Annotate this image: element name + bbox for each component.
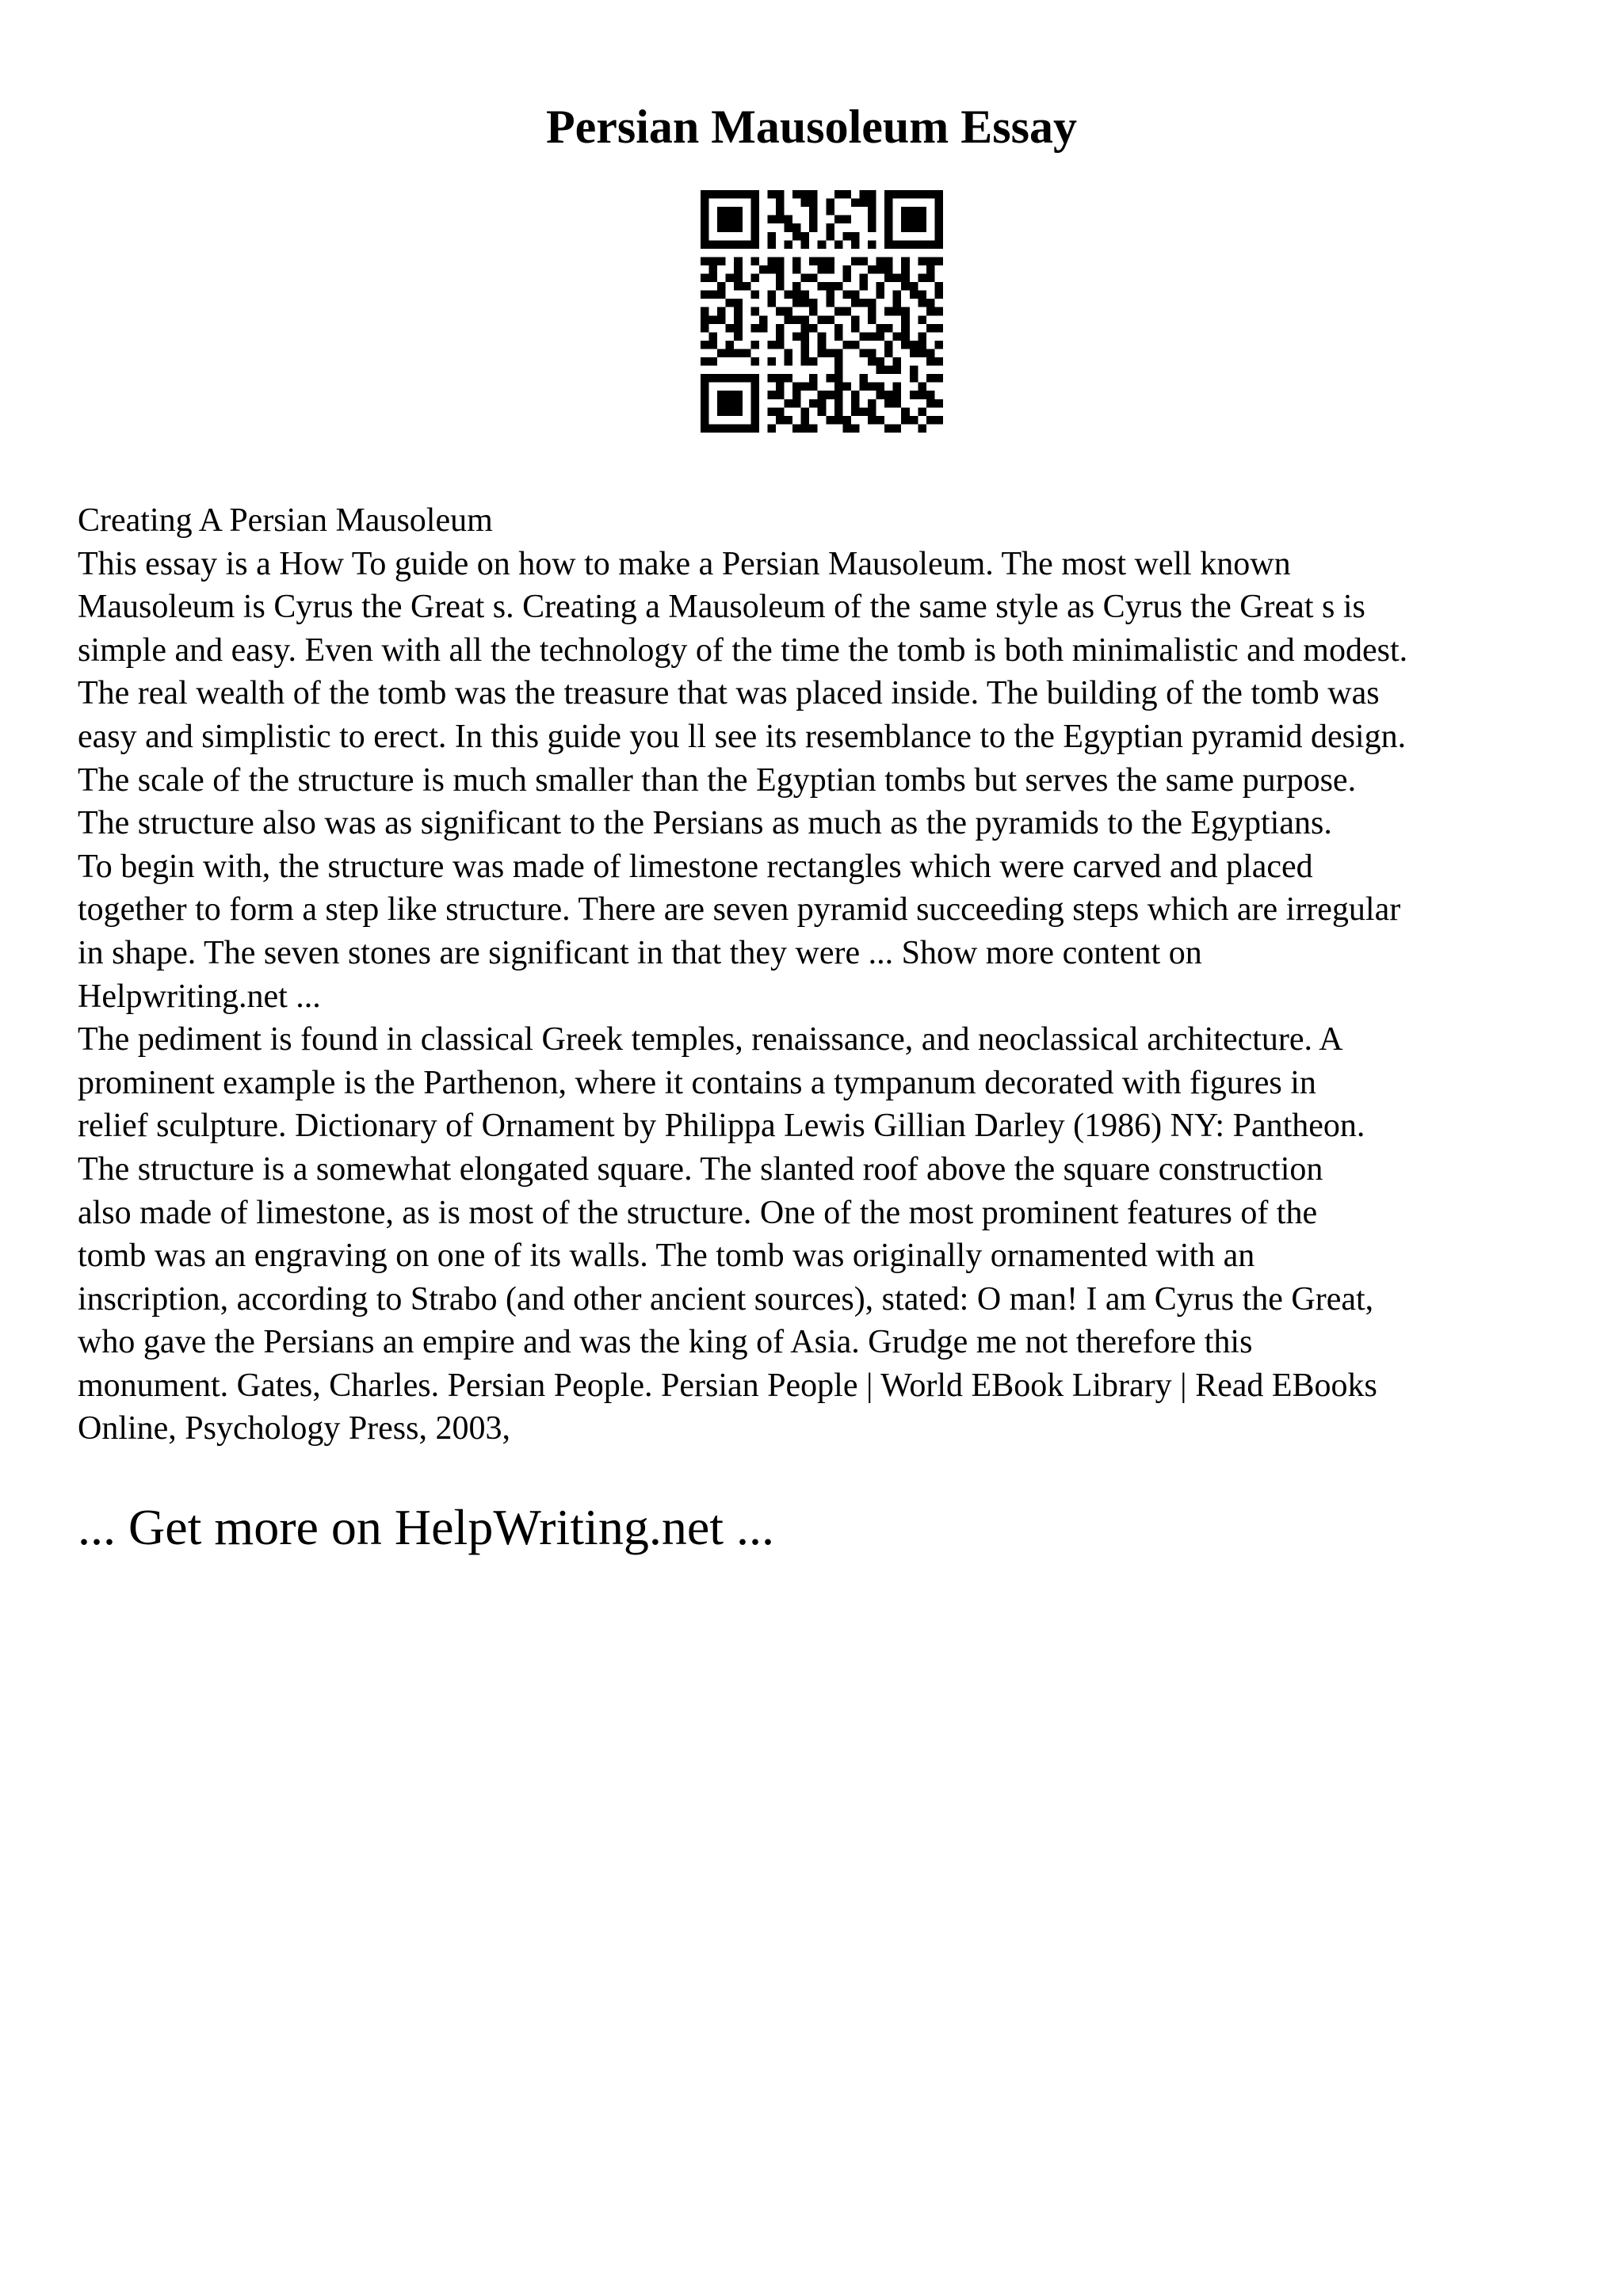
text-line: together to form a step like structure. There are seven pyramid succeeding steps which are irregular — [78, 891, 1401, 929]
text-line: who gave the Persians an empire and was the king of Asia. Grudge me not therefore this — [78, 1324, 1253, 1361]
qr-code-icon — [701, 190, 943, 433]
text-line: easy and simplistic to erect. In this guide you ll see its resemblance to the Egyptian pyramid design. — [78, 718, 1407, 755]
text-line: The real wealth of the tomb was the treasure that was placed inside. The building of the tomb was — [78, 675, 1380, 712]
text-line: prominent example is the Parthenon, where it contains a tympanum decorated with figures in — [78, 1064, 1316, 1101]
text-line: in shape. The seven stones are significant in that they were ... Show more content on — [78, 934, 1202, 971]
text-line: Helpwriting.net ... — [78, 978, 321, 1015]
text-line: simple and easy. Even with all the technology of the time the tomb is both minimalistic and modest. — [78, 631, 1408, 669]
text-line: tomb was an engraving on one of its walls. The tomb was originally ornamented with an — [78, 1238, 1255, 1275]
text-line: The pediment is found in classical Greek temples, renaissance, and neoclassical architecture. A — [78, 1021, 1343, 1058]
text-line: To begin with, the structure was made of limestone rectangles which were carved and placed — [78, 848, 1313, 885]
essay-body — [78, 499, 1568, 1451]
text-line: This essay is a How To guide on how to make a Persian Mausoleum. The most well known — [78, 545, 1291, 582]
text-line: The structure is a somewhat elongated square. The slanted roof above the square construction — [78, 1150, 1323, 1188]
text-line: Mausoleum is Cyrus the Great s. Creating a Mausoleum of the same style as Cyrus the Great s is — [78, 589, 1365, 626]
text-line: monument. Gates, Charles. Persian People. Persian People | World EBook Library | Read EBooks — [78, 1367, 1377, 1404]
get-more-link[interactable]: ... Get more on HelpWriting.net ... — [78, 1499, 774, 1555]
text-line: The structure also was as significant to the Persians as much as the pyramids to the Egyptians. — [78, 805, 1332, 842]
text-line: also made of limestone, as is most of the structure. One of the most prominent features of the — [78, 1194, 1318, 1231]
text-line: Online, Psychology Press, 2003, — [78, 1410, 510, 1447]
text-line: The scale of the structure is much smaller than the Egyptian tombs but serves the same purpose. — [78, 761, 1357, 799]
page-title: Persian Mausoleum Essay — [545, 101, 1078, 153]
text-line: inscription, according to Strabo (and other ancient sources), stated: O man! I am Cyrus the Great, — [78, 1280, 1374, 1318]
text-line: relief sculpture. Dictionary of Ornament by Philippa Lewis Gillian Darley (1986) NY: Pantheon. — [78, 1108, 1365, 1145]
essay-heading: Creating A Persian Mausoleum — [78, 502, 493, 539]
